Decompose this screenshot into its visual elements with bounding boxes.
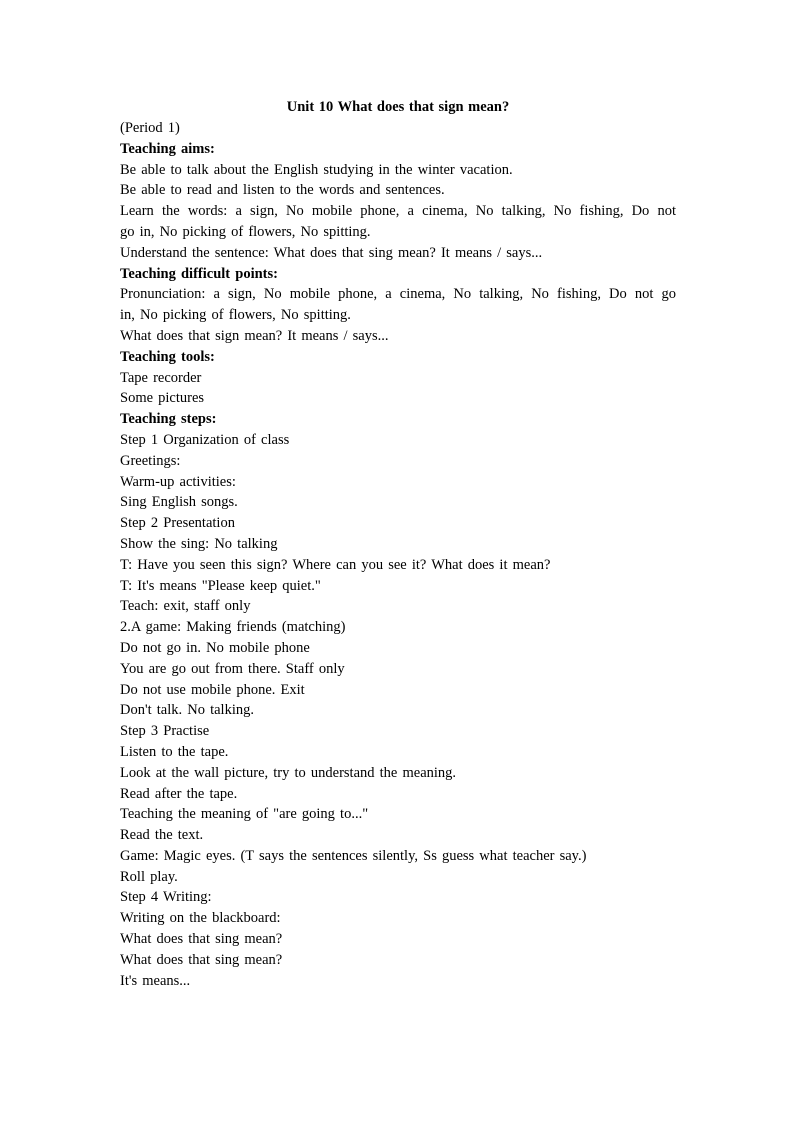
section-heading: Teaching aims: — [120, 140, 215, 157]
text-line: Teaching the meaning of "are going to..." — [120, 806, 369, 823]
document-body — [120, 118, 676, 991]
text-line: Some pictures — [120, 390, 205, 407]
text-line: Step 1 Organization of class — [120, 431, 290, 448]
text-line: Read after the tape. — [120, 785, 238, 802]
text-line: T: Have you seen this sign? Where can you see it? What does it mean? — [120, 556, 551, 573]
text-line: Look at the wall picture, try to understand the meaning. — [120, 764, 457, 781]
text-line: Read the text. — [120, 827, 204, 844]
text-line: Be able to talk about the English studying in the winter vacation. — [120, 161, 513, 178]
text-line: Roll play. — [120, 868, 178, 885]
document-page — [120, 97, 676, 991]
text-line: in, No picking of flowers, No spitting. — [120, 307, 351, 324]
text-line: Do not go in. No mobile phone — [120, 639, 310, 656]
text-line: Step 4 Writing: — [120, 889, 212, 906]
text-line: go in, No picking of flowers, No spitting. — [120, 223, 371, 240]
text-line: Don't talk. No talking. — [120, 702, 254, 719]
text-line: Greetings: — [120, 452, 181, 469]
text-line: Step 2 Presentation — [120, 515, 235, 532]
text-line: 2.A game: Making friends (matching) — [120, 619, 346, 636]
text-line: Be able to read and listen to the words and sentences. — [120, 182, 445, 199]
section-heading: Teaching difficult points: — [120, 265, 278, 282]
text-line: Writing on the blackboard: — [120, 910, 281, 927]
text-line: Do not use mobile phone. Exit — [120, 681, 305, 698]
text-line: Sing English songs. — [120, 494, 238, 511]
text-line: Step 3 Practise — [120, 723, 210, 740]
text-line: Tape recorder — [120, 369, 202, 386]
text-line: Warm-up activities: — [120, 473, 236, 490]
text-line: T: It's means "Please keep quiet." — [120, 577, 321, 594]
text-line: Game: Magic eyes. (T says the sentences silently, Ss guess what teacher say.) — [120, 847, 587, 864]
text-line: What does that sign mean? It means / says... — [120, 327, 389, 344]
text-line: Teach: exit, staff only — [120, 598, 251, 615]
section-heading: Teaching steps: — [120, 411, 217, 428]
text-line: Show the sing: No talking — [120, 535, 278, 552]
text-line: Understand the sentence: What does that sing mean? It means / says... — [120, 244, 543, 261]
text-line: What does that sing mean? — [120, 931, 283, 948]
text-line: Listen to the tape. — [120, 743, 229, 760]
section-heading: Teaching tools: — [120, 348, 215, 365]
text-line: What does that sing mean? — [120, 951, 283, 968]
text-line: It's means... — [120, 972, 191, 989]
text-line: Pronunciation: a sign, No mobile phone, a cinema, No talking, No fishing, Do not go — [120, 286, 676, 303]
text-line: Learn the words: a sign, No mobile phone, a cinema, No talking, No fishing, Do not — [120, 203, 676, 220]
document-title: Unit 10 What does that sign mean? — [286, 99, 510, 115]
text-line: (Period 1) — [120, 120, 180, 136]
text-line: You are go out from there. Staff only — [120, 660, 345, 677]
